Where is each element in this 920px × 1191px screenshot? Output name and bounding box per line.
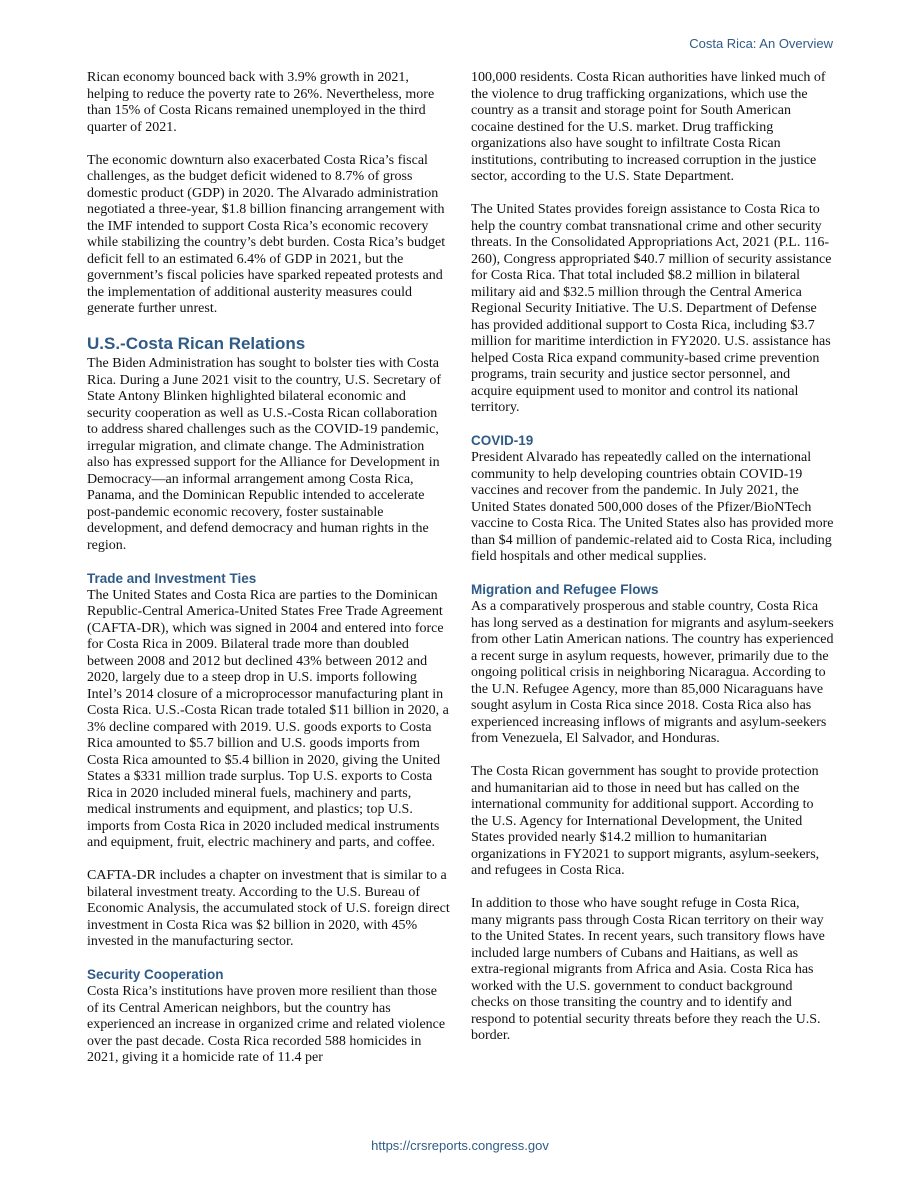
subheading-security-cooperation: Security Cooperation	[87, 967, 224, 982]
section-heading-us-costa-rican-relations: U.S.-Costa Rican Relations	[87, 334, 306, 353]
subheading-migration-and-refugee-flows: Migration and Refugee Flows	[471, 582, 659, 597]
footer-link[interactable]: https://crsreports.congress.gov	[371, 1138, 549, 1153]
paragraph: President Alvarado has repeatedly called on the international community to help developing countries obtain COVID-19 vaccines and recover from the pandemic. In July 2021, the United States donated 500,000 doses of the Pfizer/BioNTech vaccine to Costa Rica. The United States also has provided more than $4 million of pandemic-related aid to Costa Rica, including field hospitals and other medical supplies.	[471, 450, 834, 564]
paragraph: 100,000 residents. Costa Rican authorities have linked much of the violence to drug trafficking organizations, which use the country as a transit and storage point for South American cocaine destined for the U.S. market. Drug trafficking organizations also have sought to infiltrate Costa Rican institutions, contributing to increased corruption in the justice sector, according to the U.S. State Department.	[471, 70, 826, 184]
paragraph: The Biden Administration has sought to bolster ties with Costa Rica. During a June 2021 visit to the country, U.S. Secretary of State Antony Blinken highlighted bilateral economic and security cooperation as well as U.S.-Costa Rican collaboration to address shared challenges such as the COVID-19 pandemic, irregular migration, and climate change. The Administration also has expressed support for the Alliance for Development in Democracy—an informal arrangement among Costa Rica, Panama, and the Dominican Republic intended to accelerate post-pandemic economic recovery, foster sustainable development, and defend democracy and human rights in the region.	[87, 356, 442, 553]
paragraph: Costa Rica’s institutions have proven more resilient than those of its Central American neighbors, but the country has experienced an increase in organized crime and related violence over the past decade. Costa Rica recorded 588 homicides in 2021, giving it a homicide rate of 11.4 per	[87, 984, 446, 1065]
subheading-covid-19: COVID-19	[471, 433, 534, 448]
paragraph: The economic downturn also exacerbated Costa Rica’s fiscal challenges, as the budget deficit widened to 8.7% of gross domestic product (GDP) in 2020. The Alvarado administration negotiated a three-year, $1.8 billion financing arrangement with the IMF intended to support Costa Rica’s economic recovery while stabilizing the country’s debt burden. Costa Rica’s budget deficit fell to an estimated 6.4% of GDP in 2021, but the government’s fiscal policies have sparked repeated protests and the implementation of additional austerity measures could generate further unrest.	[87, 152, 446, 316]
right-column	[471, 70, 834, 1045]
running-header-title: Costa Rica: An Overview	[689, 36, 833, 51]
paragraph: As a comparatively prosperous and stable country, Costa Rica has long served as a destination for migrants and asylum-seekers from other Latin American nations. The country has experienced a recent surge in asylum requests, however, primarily due to the ongoing political crisis in neighboring Nicaragua. According to the U.N. Refugee Agency, more than 85,000 Nicaraguans have sought asylum in Costa Rica since 2018. Costa Rica also has experienced increasing inflows of migrants and asylum-seekers from Venezuela, El Salvador, and Honduras.	[471, 599, 834, 746]
paragraph: CAFTA-DR includes a chapter on investment that is similar to a bilateral investment treaty. According to the U.S. Bureau of Economic Analysis, the accumulated stock of U.S. foreign direct investment in Costa Rica was $2 billion in 2020, with 45% invested in the manufacturing sector.	[87, 868, 450, 949]
left-column	[87, 70, 450, 1067]
paragraph: Rican economy bounced back with 3.9% growth in 2021, helping to reduce the poverty rate to 26%. Nevertheless, more than 15% of Costa Ricans remained unemployed in the third quarter of 2021.	[87, 70, 435, 135]
paragraph: In addition to those who have sought refuge in Costa Rica, many migrants pass through Costa Rican territory on their way to the United States. In recent years, such transitory flows have included large numbers of Cubans and Haitians, as well as extra-regional migrants from Africa and Asia. Costa Rica has worked with the U.S. government to conduct background checks on those transiting the country and to identify and respond to potential security threats before they reach the U.S. border.	[471, 896, 825, 1043]
paragraph: The Costa Rican government has sought to provide protection and humanitarian aid to those in need but has called on the international community for additional support. According to the U.S. Agency for International Development, the United States provided nearly $14.2 million to humanitarian organizations in FY2021 to support migrants, asylum-seekers, and refugees in Costa Rica.	[471, 764, 820, 878]
paragraph: The United States and Costa Rica are parties to the Dominican Republic-Central America-United States Free Trade Agreement (CAFTA-DR), which was signed in 2004 and entered into force for Costa Rica in 2009. Bilateral trade more than doubled between 2008 and 2012 but declined 43% between 2012 and 2020, largely due to a steep drop in U.S. imports following Intel’s 2014 closure of a microprocessor manufacturing plant in Costa Rica. U.S.-Costa Rican trade totaled $11 billion in 2020, a 3% decline compared with 2019. U.S. goods exports to Costa Rica amounted to $5.7 billion and U.S. goods imports from Costa Rica amounted to $5.4 billion in 2020, giving the United States a $331 million trade surplus. Top U.S. exports to Costa Rica in 2020 included mineral fuels, machinery and parts, medical instruments and equipment, and plastics; top U.S. imports from Costa Rica in 2020 included medical instruments and equipment, fruit, electric machinery and parts, and coffee.	[87, 587, 449, 850]
paragraph: The United States provides foreign assistance to Costa Rica to help the country combat transnational crime and other security threats. In the Consolidated Appropriations Act, 2021 (P.L. 116-260), Congress appropriated $40.7 million of security assistance for Costa Rica. That total included $8.2 million in bilateral military aid and $32.5 million through the Central America Regional Security Initiative. The U.S. Department of Defense has provided additional support to Costa Rica, including $3.7 million for maritime interdiction in FY2020. U.S. assistance has helped Costa Rica expand community-based crime prevention programs, train security and justice sector personnel, and acquire equipment used to monitor and control its national territory.	[471, 202, 832, 415]
subheading-trade-and-investment: Trade and Investment Ties	[87, 570, 257, 586]
